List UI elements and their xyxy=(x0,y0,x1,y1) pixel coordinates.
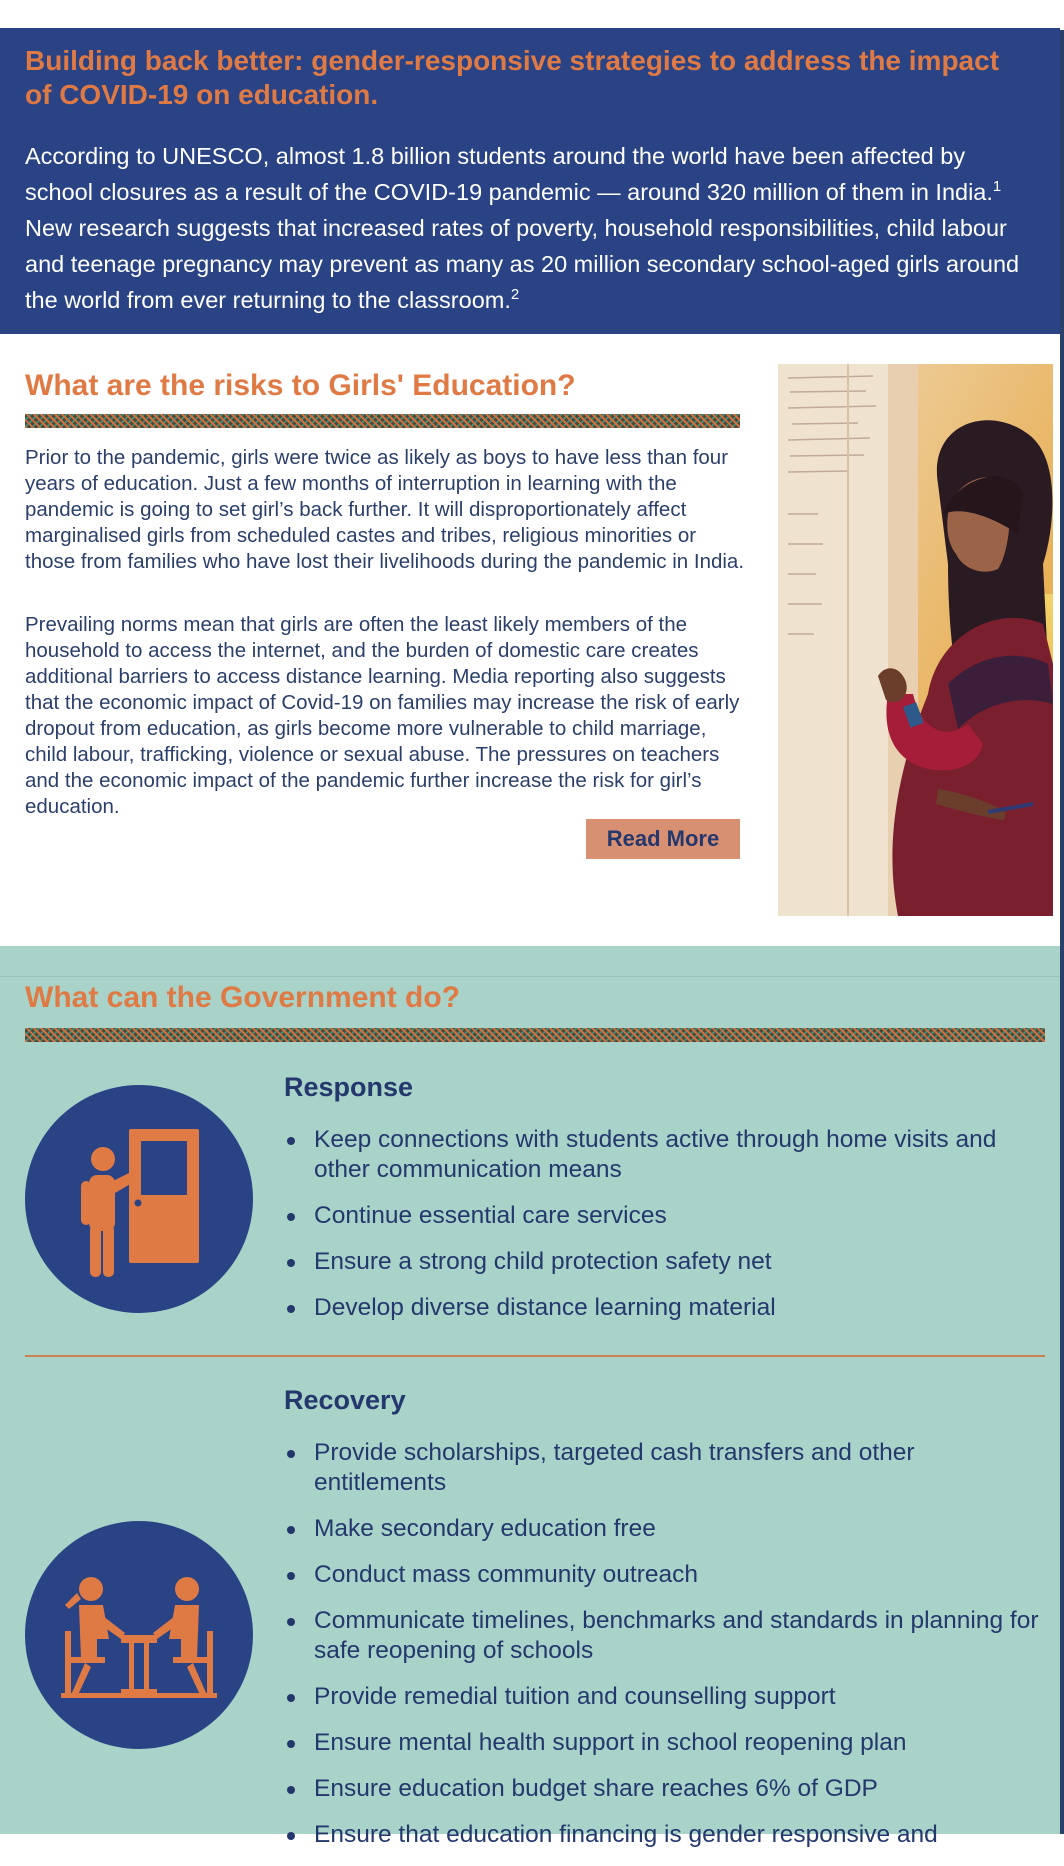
risks-heading: What are the risks to Girls' Education? xyxy=(25,369,576,402)
intro-text-part1: According to UNESCO, almost 1.8 billion students around the world have been affected by school closures as a result of the COVID-19 pandemic — around 320 million of them in India. xyxy=(25,143,993,205)
response-item: Continue essential care services xyxy=(284,1201,1044,1231)
recovery-item: Communicate timelines, benchmarks and standards in planning for safe reopening of schools xyxy=(284,1606,1044,1666)
government-heading: What can the Government do? xyxy=(25,981,461,1014)
teacher-door-icon xyxy=(25,1085,253,1313)
recovery-item: Ensure education budget share reaches 6% of GDP xyxy=(284,1774,1044,1804)
government-section xyxy=(0,946,1060,1848)
intro-text-part2: New research suggests that increased rates of poverty, household responsibilities, child labour and teenage pregnancy may prevent as many as 20 million secondary school-aged girls around the world from ever returning to the classroom. xyxy=(25,215,1020,313)
decorative-pattern-divider xyxy=(25,414,740,428)
intro-banner xyxy=(0,28,1060,334)
students-desk-graphic xyxy=(25,1521,253,1749)
recovery-item: Ensure mental health support in school reopening plan xyxy=(284,1728,1044,1758)
girl-writing-photo xyxy=(778,364,1053,916)
response-item: Keep connections with students active through home visits and other communication means xyxy=(284,1125,1044,1185)
recovery-title: Recovery xyxy=(284,1385,406,1415)
page-title: Building back better: gender-responsive strategies to address the impact of COVID-19 on education. xyxy=(25,45,1000,110)
risks-paragraph-2: Prevailing norms mean that girls are often the least likely members of the household to access the internet, and the burden of domestic care creates additional barriers to access distance learning. Media reporting also suggests that the economic impact of Covid-19 on families may increase the risk of early dropout from education, as girls become more vulnerable to child marriage, child labour, trafficking, violence or sexual abuse. The pressures on teachers and the economic impact of the pandemic further increase the risk for girl’s education. xyxy=(25,613,740,818)
recovery-item: Ensure that education financing is gender responsive and xyxy=(284,1820,1044,1850)
response-title: Response xyxy=(284,1072,414,1102)
risks-paragraph-1: Prior to the pandemic, girls were twice as likely as boys to have less than four years of education. Just a few months of interruption in learning with the pandemic is going to set girl’s back further. It will disproportionately affect marginalised girls from scheduled castes and tribes, religious minorities or those from families who have lost their livelihoods during the pandemic in India. xyxy=(25,446,745,573)
recovery-list xyxy=(284,1438,1044,1866)
response-list xyxy=(284,1125,1044,1339)
response-item: Develop diverse distance learning material xyxy=(284,1293,1044,1323)
section-divider-line xyxy=(0,976,1060,977)
recovery-item: Provide scholarships, targeted cash transfers and other entitlements xyxy=(284,1438,1044,1498)
response-item: Ensure a strong child protection safety net xyxy=(284,1247,1044,1277)
footnote-ref-1: 1 xyxy=(992,178,1002,196)
intro-paragraph xyxy=(25,138,1035,318)
read-more-button[interactable]: Read More xyxy=(586,819,740,859)
photo-illustration xyxy=(778,364,1053,916)
page-right-border xyxy=(1060,30,1064,1834)
students-at-desk-icon xyxy=(25,1521,253,1749)
teacher-door-graphic xyxy=(25,1085,253,1313)
recovery-item: Make secondary education free xyxy=(284,1514,1044,1544)
recovery-item: Conduct mass community outreach xyxy=(284,1560,1044,1590)
section-divider-line xyxy=(25,1355,1045,1357)
footnote-ref-2: 2 xyxy=(510,286,520,304)
decorative-pattern-divider xyxy=(25,1028,1045,1042)
recovery-item: Provide remedial tuition and counselling support xyxy=(284,1682,1044,1712)
